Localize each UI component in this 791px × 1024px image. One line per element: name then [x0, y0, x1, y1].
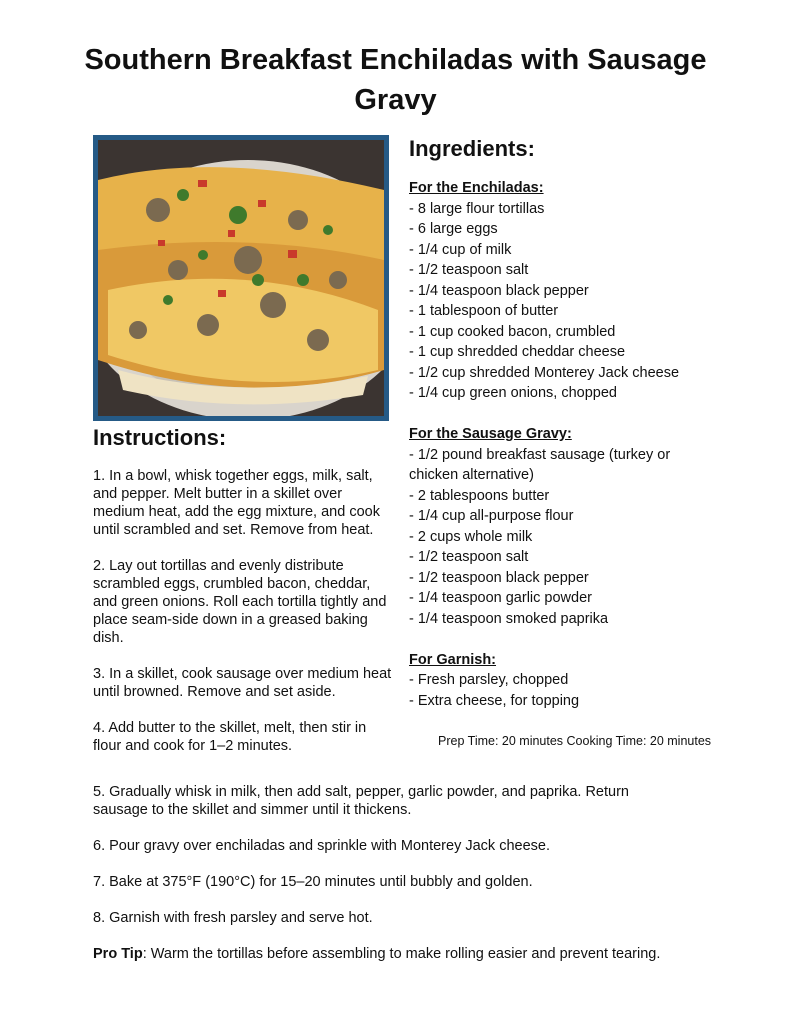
list-item: - 1/2 pound breakfast sausage (turkey or chicken alternative): [409, 446, 671, 483]
ingredients-heading: Ingredients:: [409, 136, 535, 161]
list-item: - 1/4 cup green onions, chopped: [409, 385, 617, 401]
list-item: - 1/4 teaspoon black pepper: [409, 282, 589, 299]
instruction-step: 3. In a skillet, cook sausage over medium heat until browned. Remove and set aside.: [93, 666, 392, 700]
gravy-subheading: For the Sausage Gravy:: [409, 426, 572, 442]
list-item: - 1/2 teaspoon salt: [409, 262, 529, 278]
instruction-step: 4. Add butter to the skillet, melt, then stir in flour and cook for 1–2 minutes.: [93, 720, 367, 754]
list-item: - 6 large eggs: [409, 221, 498, 237]
list-item: - 1 cup cooked bacon, crumbled: [409, 323, 616, 340]
instructions-column: [93, 467, 393, 773]
instruction-step: 6. Pour gravy over enchiladas and sprinkle with Monterey Jack cheese.: [93, 838, 550, 854]
list-item: - 1/2 cup shredded Monterey Jack cheese: [409, 364, 680, 381]
list-item: - 8 large flour tortillas: [409, 200, 545, 217]
instruction-step: 5. Gradually whisk in milk, then add salt, pepper, garlic powder, and paprika. Return sausage to the skillet and simmer until it thickens.: [93, 784, 629, 818]
list-item: - 1/2 teaspoon salt: [409, 549, 529, 565]
list-item: - 1 cup shredded cheddar cheese: [409, 344, 626, 360]
instruction-step: 1. In a bowl, whisk together eggs, milk, salt, and pepper. Melt butter in a skillet over medium heat, add the egg mixture, and cook until scrambled and set. Remove from heat.: [93, 468, 380, 538]
list-item: - 1/4 cup of milk: [409, 241, 512, 258]
ingredients-list: [409, 178, 749, 711]
list-item: - 2 tablespoons butter: [409, 487, 550, 504]
instructions-heading: Instructions:: [93, 425, 227, 450]
list-item: - Fresh parsley, chopped: [409, 672, 569, 688]
list-item: - 2 cups whole milk: [409, 528, 533, 545]
list-item: - Extra cheese, for topping: [409, 692, 580, 709]
page-title: Southern Breakfast Enchiladas with Sausage Gravy: [84, 44, 707, 116]
pro-tip-text: : Warm the tortillas before assembling to make rolling easier and prevent tearing.: [142, 946, 661, 962]
instruction-step: 8. Garnish with fresh parsley and serve hot.: [93, 910, 373, 926]
pro-tip-label: Pro Tip: [93, 946, 143, 962]
garnish-subheading: For Garnish:: [409, 651, 497, 668]
enchiladas-subheading: For the Enchiladas:: [409, 180, 544, 196]
list-item: - 1/4 teaspoon smoked paprika: [409, 610, 609, 627]
instructions-full-width: [93, 783, 683, 963]
enchiladas-photo: [93, 135, 389, 421]
instruction-step: 2. Lay out tortillas and evenly distribute scrambled eggs, crumbled bacon, cheddar, and green onions. Roll each tortilla tightly and place seam-side down in a greased baking dish.: [93, 558, 387, 646]
list-item: - 1 tablespoon of butter: [409, 303, 559, 319]
list-item: - 1/4 teaspoon garlic powder: [409, 590, 592, 606]
list-item: - 1/2 teaspoon black pepper: [409, 569, 589, 586]
time-info: Prep Time: 20 minutes Cooking Time: 20 minutes: [438, 734, 712, 748]
instruction-step: 7. Bake at 375°F (190°C) for 15–20 minutes until bubbly and golden.: [93, 874, 533, 890]
list-item: - 1/4 cup all-purpose flour: [409, 508, 574, 524]
pro-tip: [93, 945, 683, 963]
